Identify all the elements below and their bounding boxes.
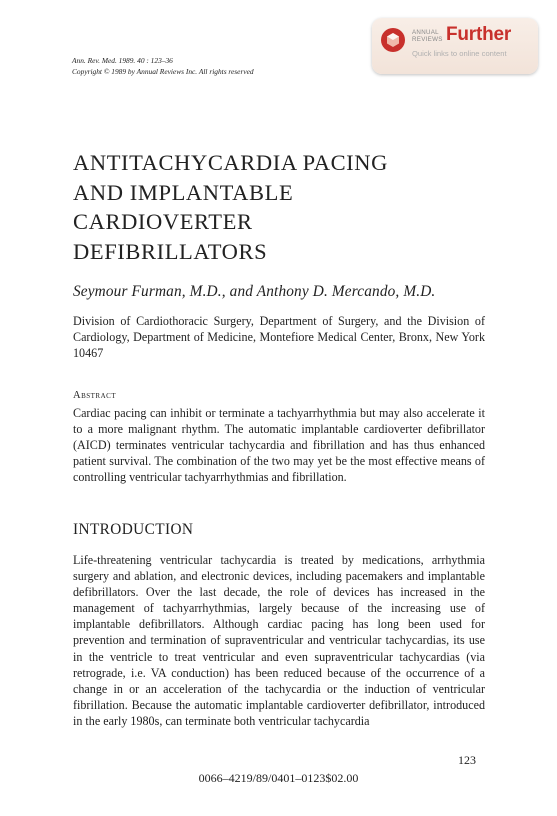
citation-copyright-line: Copyright © 1989 by Annual Reviews Inc. All rights reserved (72, 66, 254, 76)
introduction-heading: INTRODUCTION (73, 521, 194, 538)
page-number: 123 (458, 753, 476, 767)
article-authors: Seymour Furman, M.D., and Anthony D. Mercando, M.D. (73, 283, 436, 300)
badge-subtitle: Quick links to online content (412, 49, 507, 58)
badge-further-text: Further (446, 24, 512, 45)
title-line: ANTITACHYCARDIA PACING (73, 150, 388, 175)
article-code: 0066–4219/89/0401–0123$02.00 (198, 771, 359, 785)
badge-annual-text: ANNUAL (412, 29, 439, 36)
abstract-text: Cardiac pacing can inhibit or terminate a tachyarrhythmia but may also accelerate it to a more malignant rhythm. The automatic implantable cardioverter defibrillator (AICD) terminates ventricular tachycardia and fibrillation and has thus enhanced patient survival. The combination of the two may yet be the most effective means of controlling ventricular tachyarrhythmias and fibrillation. (73, 406, 485, 485)
article-title (73, 148, 493, 266)
title-line: CARDIOVERTER (73, 209, 253, 234)
abstract-heading: Abstract (73, 390, 117, 401)
annual-reviews-logo-icon (380, 27, 406, 53)
annual-reviews-wordmark (412, 29, 443, 43)
further-online-content-link[interactable] (372, 18, 538, 74)
badge-reviews-text: REVIEWS (412, 36, 443, 43)
title-line: DEFIBRILLATORS (73, 238, 268, 264)
introduction-text: Life-threatening ventricular tachycardia is treated by medications, arrhythmia surgery and ablation, and electronic devices, including pacemakers and implantable defibrillators. Over the last decade, the role of devices has increased in the management of tachyarrhythmias, largely because of the increasing use of implantable defibrillators. Although cardiac pacing has long been used for prevention and termination of supraventricular and ventricular tachycardias, its use in the ventricle to treat ventricular and even supraventricular tachycardias (via retrograde, i.e. VA conduction) has been reduced because of the occurrence of a change in or an acceleration of the tachycardia or the induction of ventricular fibrillation. Because the automatic implantable cardioverter defibrillator, introduced in the early 1980s, can terminate both ventricular tachycardia (73, 553, 485, 728)
title-line: AND IMPLANTABLE (73, 179, 294, 205)
citation-journal-line: Ann. Rev. Med. 1989. 40 : 123–36 (72, 56, 173, 65)
journal-citation (72, 56, 254, 77)
author-affiliation: Division of Cardiothoracic Surgery, Department of Surgery, and the Division of Cardiology, Department of Medicine, Montefiore Medical Center, Bronx, New York 10467 (73, 314, 485, 361)
